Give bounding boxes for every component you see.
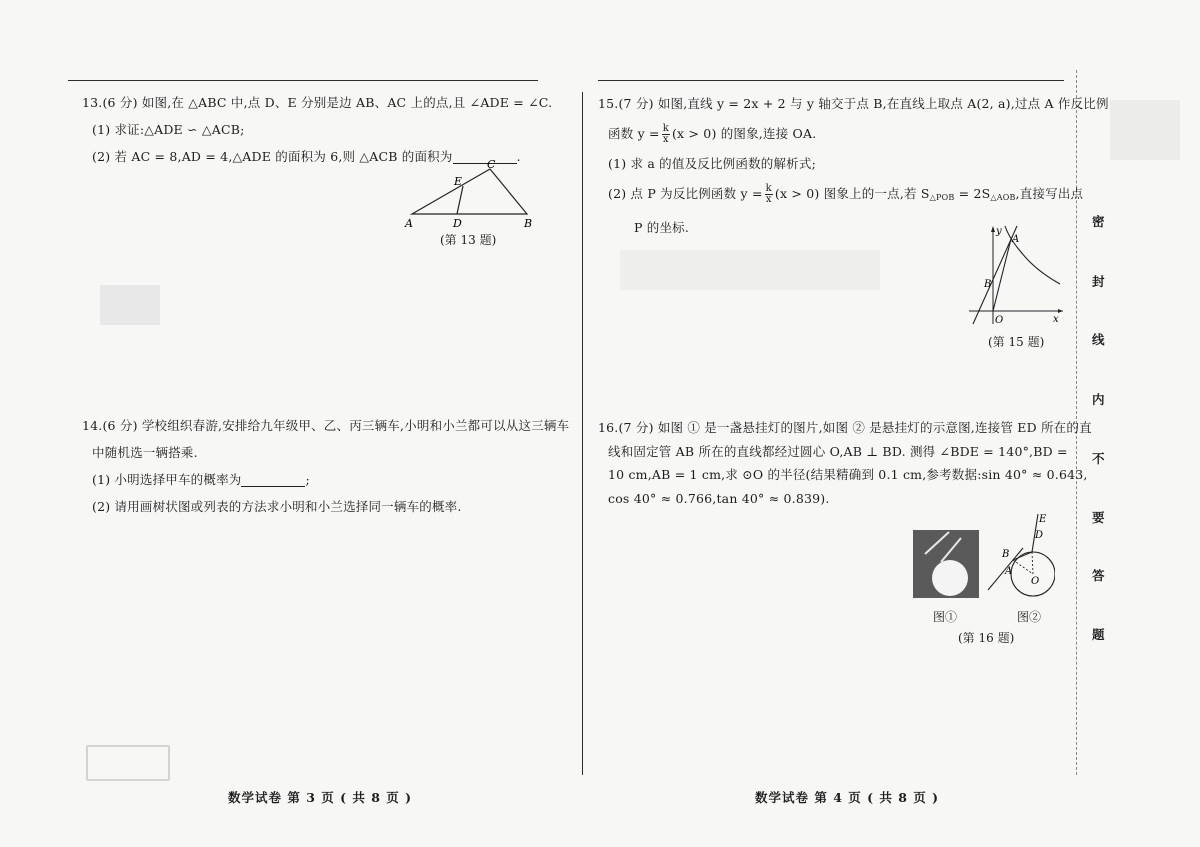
right-page-footer: 数学试卷 第 4 页 ( 共 8 页 ) — [755, 790, 940, 805]
margin-char: 内 — [1092, 392, 1105, 407]
dashed-do — [1032, 552, 1033, 574]
photo-lamp-globe — [932, 560, 968, 596]
left-top-rule — [68, 80, 538, 81]
q14-head: 14.(6 分) 学校组织春游,安排给九年级甲、乙、丙三辆车,小明和小兰都可以从这三辆车 — [82, 418, 570, 433]
q15-part2-post: ,直接写出点 — [1015, 186, 1084, 201]
q13-part2-end: . — [516, 149, 521, 164]
label-e: E — [454, 175, 463, 188]
bleed-mark — [100, 285, 160, 325]
triangle-abc — [412, 169, 527, 214]
fig2-label: 图② — [1017, 610, 1042, 624]
label-a: A — [405, 217, 413, 230]
label-d: D — [453, 217, 462, 230]
q15-part1: (1) 求 a 的值及反比例函数的解析式; — [608, 156, 816, 171]
bleed-mark — [620, 250, 880, 290]
q16-lamp-photo — [913, 530, 979, 598]
q15-part2-pre: (2) 点 P 为反比例函数 y = — [608, 186, 763, 201]
q15-fraction-2 — [765, 184, 773, 205]
q13-caption: (第 13 题) — [440, 233, 497, 247]
q14-part1: (1) 小明选择甲车的概率为 — [92, 472, 242, 487]
q14-part1-end: ; — [305, 472, 310, 487]
q16-caption: (第 16 题) — [958, 631, 1015, 645]
y-axis-arrow — [991, 226, 995, 232]
frac-denominator: x — [765, 194, 772, 205]
margin-char: 封 — [1092, 274, 1105, 289]
margin-char: 答 — [1092, 568, 1105, 583]
q15-fraction — [662, 124, 670, 145]
sub-pob: △POB — [929, 193, 955, 202]
label-a: A — [1005, 566, 1013, 577]
page-divider — [582, 92, 583, 775]
label-d: D — [1035, 530, 1044, 541]
label-x: x — [1053, 314, 1059, 325]
q15-part2-eq: = 2S — [954, 186, 991, 201]
question-16 — [598, 416, 1092, 510]
q13-part2: (2) 若 AC = 8,AD = 4,△ADE 的面积为 6,则 △ACB 的面积为 — [92, 149, 453, 164]
frac-numerator: k — [765, 183, 772, 194]
bleed-mark — [1110, 100, 1180, 160]
q15-part2-mid: (x > 0) 图象上的一点,若 S — [774, 186, 930, 201]
q16-line4: cos 40° ≈ 0.766,tan 40° ≈ 0.839). — [608, 490, 830, 506]
margin-char: 要 — [1092, 510, 1105, 525]
margin-char: 密 — [1092, 214, 1105, 229]
q15-part2-line2: P 的坐标. — [634, 220, 690, 235]
q15-line1: 15.(7 分) 如图,直线 y = 2x + 2 与 y 轴交于点 B,在直线上取点 A(2, a),过点 A 作反比例 — [598, 96, 1109, 111]
q16-lamp-diagram — [985, 512, 1055, 602]
faded-stamp — [86, 745, 170, 781]
q14-head2: 中随机选一辆搭乘. — [92, 445, 198, 460]
sub-aob: △AOB — [990, 193, 1016, 202]
q15-caption: (第 15 题) — [988, 335, 1045, 349]
q15-line2-pre: 函数 y = — [608, 126, 660, 141]
q16-line2: 线和固定管 AB 所在的直线都经过圆心 O,AB ⊥ BD. 测得 ∠BDE = 140°,BD = — [608, 443, 1068, 459]
segment-de — [457, 186, 463, 214]
question-14 — [82, 412, 569, 520]
label-a: A — [1012, 234, 1020, 245]
x-axis-arrow — [1058, 309, 1063, 313]
label-o: O — [995, 315, 1004, 326]
q13-triangle-figure — [400, 158, 545, 233]
q13-part1: (1) 求证:△ADE ∽ △ACB; — [92, 122, 245, 137]
q14-answer-blank — [241, 472, 305, 487]
label-b: B — [984, 279, 992, 290]
question-15 — [598, 89, 1109, 243]
q14-part2: (2) 请用画树状图或列表的方法求小明和小兰选择同一辆车的概率. — [92, 499, 462, 514]
segment-oa — [993, 239, 1011, 311]
q16-line3: 10 cm,AB = 1 cm,求 ⊙O 的半径(结果精确到 0.1 cm,参考数据:sin 40° ≈ 0.643, — [608, 467, 1088, 482]
label-y: y — [996, 226, 1002, 237]
label-c: C — [487, 158, 496, 171]
label-b: B — [1002, 549, 1010, 560]
q13-head: 13.(6 分) 如图,在 △ABC 中,点 D、E 分别是边 AB、AC 上的点,且 ∠ADE = ∠C. — [82, 95, 553, 110]
right-top-rule — [598, 80, 1064, 81]
dashed-ao — [1013, 560, 1033, 574]
q16-line1: 16.(7 分) 如图 ① 是一盏悬挂灯的图片,如图 ② 是悬挂灯的示意图,连接管 ED 所在的直 — [598, 420, 1092, 435]
margin-char: 线 — [1092, 332, 1105, 347]
left-page-footer: 数学试卷 第 3 页 ( 共 8 页 ) — [228, 790, 413, 805]
margin-char: 题 — [1092, 627, 1105, 642]
margin-char: 不 — [1092, 451, 1105, 466]
fig1-label: 图① — [933, 610, 958, 624]
label-e: E — [1039, 514, 1047, 525]
frac-denominator: x — [662, 134, 669, 145]
label-o: O — [1031, 576, 1040, 587]
q15-graph-figure — [965, 222, 1065, 327]
q15-line2-post: (x > 0) 的图象,连接 OA. — [671, 126, 817, 141]
label-b: B — [524, 217, 533, 230]
frac-numerator: k — [662, 123, 669, 134]
